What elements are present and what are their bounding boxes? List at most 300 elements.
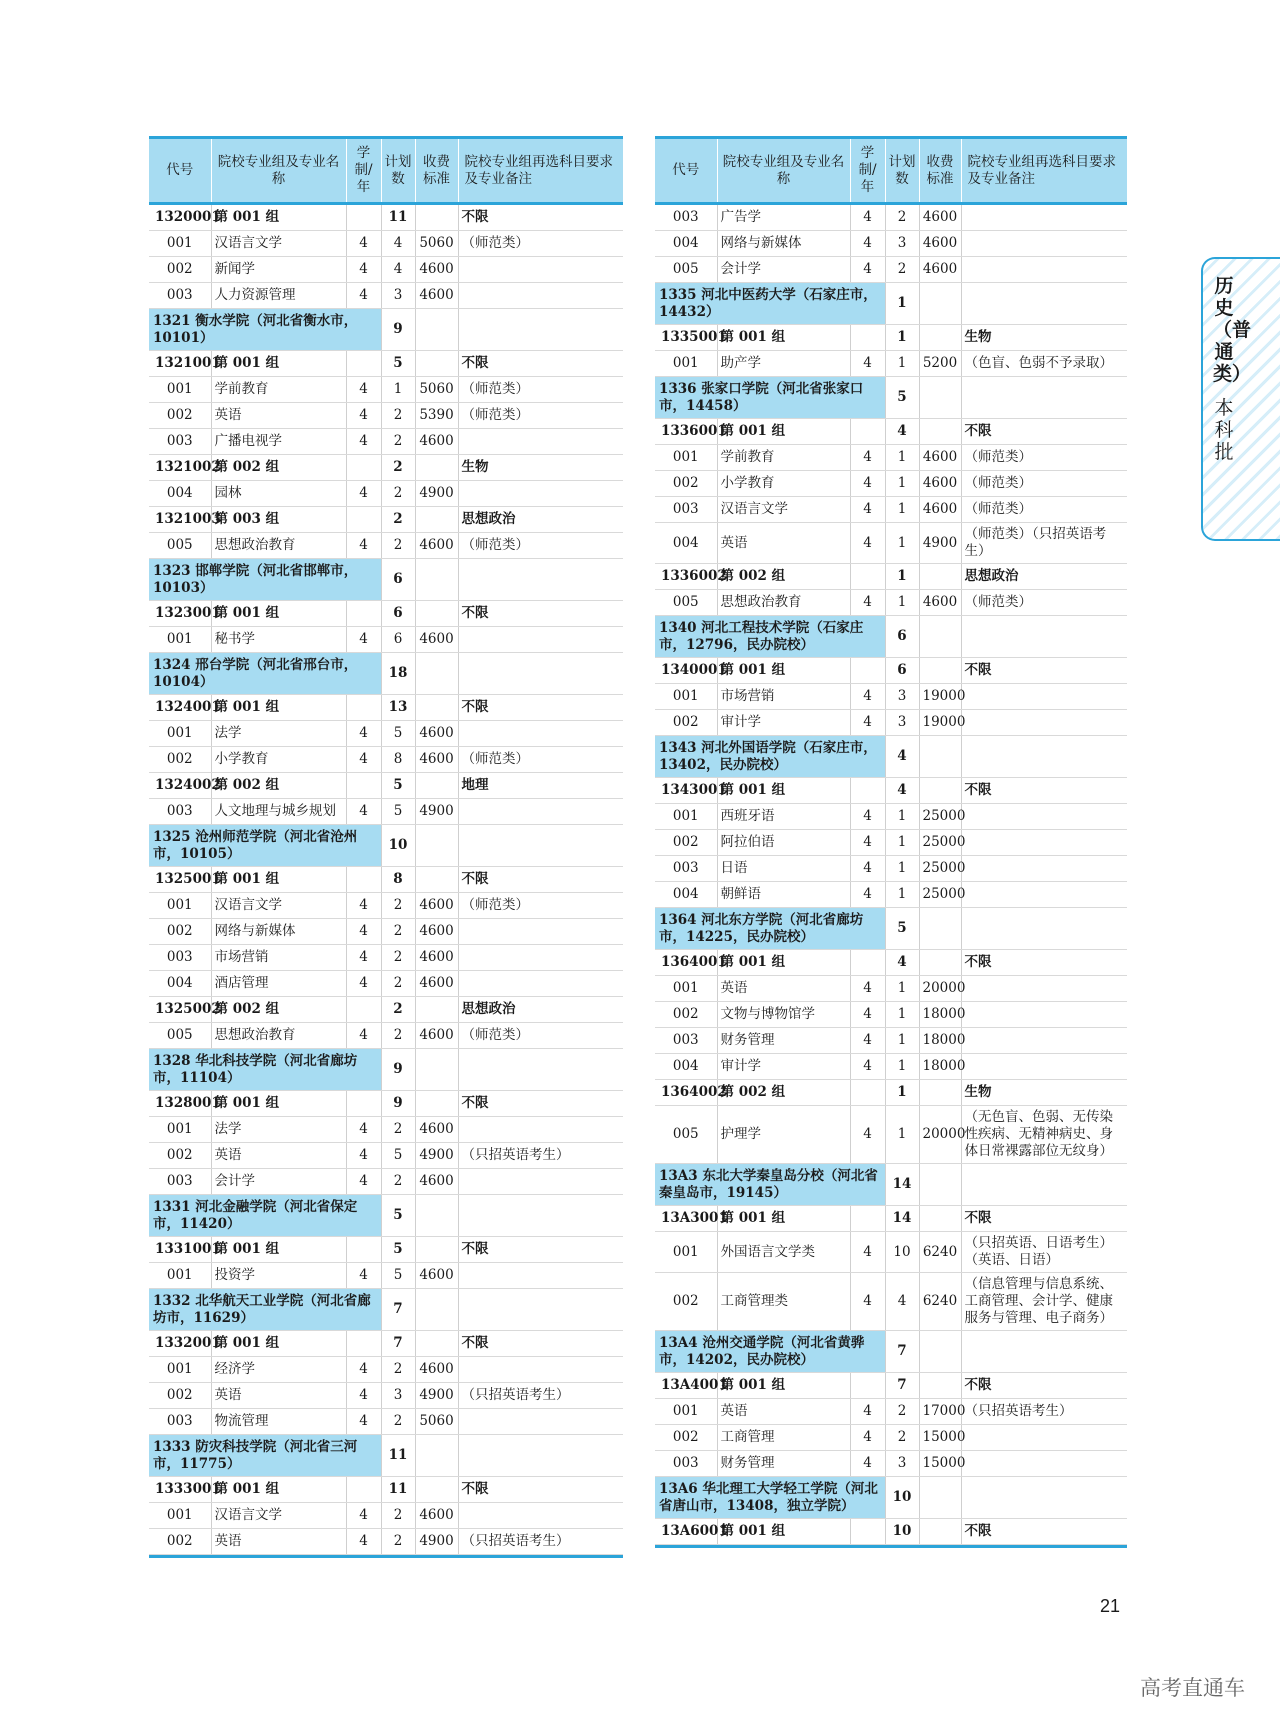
major-fee: 25000 <box>919 882 961 908</box>
major-years: 4 <box>346 1357 381 1383</box>
major-years: 4 <box>346 1023 381 1049</box>
group-code: 1335001 <box>655 325 717 351</box>
major-name: 市场营销 <box>211 945 346 971</box>
institution-plan: 6 <box>381 559 415 601</box>
major-note: （师范类） <box>458 231 623 257</box>
major-note <box>458 1169 623 1195</box>
major-years: 4 <box>346 1117 381 1143</box>
major-row <box>149 257 623 283</box>
major-plan: 8 <box>381 747 415 773</box>
header-note: 院校专业组再选科目要求及专业备注 <box>961 138 1127 204</box>
major-note: （师范类） <box>961 471 1127 497</box>
major-row <box>655 1399 1127 1425</box>
major-years: 4 <box>850 1273 885 1331</box>
major-years: 4 <box>346 481 381 507</box>
institution-row <box>149 309 623 351</box>
right-table-column <box>655 136 1127 1548</box>
group-requirement: 不限 <box>458 351 623 377</box>
major-code: 002 <box>149 747 211 773</box>
group-code: 1364001 <box>655 950 717 976</box>
side-tab-batch: 本科批 <box>1214 397 1234 463</box>
major-plan: 2 <box>381 403 415 429</box>
major-note <box>458 627 623 653</box>
major-row <box>149 627 623 653</box>
page-number: 21 <box>1100 1596 1121 1616</box>
major-plan: 2 <box>381 429 415 455</box>
major-plan: 2 <box>381 1529 415 1555</box>
major-note <box>961 684 1127 710</box>
major-plan: 1 <box>885 1054 919 1080</box>
major-row <box>149 283 623 309</box>
major-years: 4 <box>346 1143 381 1169</box>
major-note <box>458 1117 623 1143</box>
major-plan: 1 <box>885 590 919 616</box>
major-years: 4 <box>850 231 885 257</box>
major-row <box>149 1263 623 1289</box>
major-fee: 4900 <box>415 1143 458 1169</box>
group-code: 1320001 <box>149 204 211 231</box>
group-requirement: 不限 <box>458 1477 623 1503</box>
major-row <box>655 1451 1127 1477</box>
group-plan: 2 <box>381 507 415 533</box>
major-note <box>458 1357 623 1383</box>
group-name: 第 002 组 <box>717 1080 850 1106</box>
group-code: 1321003 <box>149 507 211 533</box>
major-row <box>655 523 1127 564</box>
institution-name: 1328 华北科技学院（河北省廊坊市，11104） <box>149 1049 381 1091</box>
major-note <box>961 1054 1127 1080</box>
major-fee: 15000 <box>919 1425 961 1451</box>
header-code: 代号 <box>655 138 717 204</box>
group-row <box>149 455 623 481</box>
group-name: 第 001 组 <box>211 695 346 721</box>
group-plan: 1 <box>885 564 919 590</box>
institution-plan: 5 <box>885 908 919 950</box>
major-code: 003 <box>149 1169 211 1195</box>
group-plan: 5 <box>381 1237 415 1263</box>
institution-row <box>655 616 1127 658</box>
major-fee: 15000 <box>919 1451 961 1477</box>
major-name: 审计学 <box>717 1054 850 1080</box>
group-name: 第 003 组 <box>211 507 346 533</box>
institution-plan: 18 <box>381 653 415 695</box>
group-fee <box>919 950 961 976</box>
major-code: 001 <box>149 1503 211 1529</box>
major-name: 汉语言文学 <box>717 497 850 523</box>
group-fee <box>919 1519 961 1545</box>
institution-row <box>149 1435 623 1477</box>
major-fee: 4600 <box>415 945 458 971</box>
group-row <box>149 601 623 627</box>
institution-row <box>149 1049 623 1091</box>
group-code: 1340001 <box>655 658 717 684</box>
major-fee: 4900 <box>415 481 458 507</box>
group-row <box>149 997 623 1023</box>
major-code: 001 <box>149 1117 211 1143</box>
major-plan: 4 <box>381 231 415 257</box>
group-fee <box>415 1091 458 1117</box>
major-plan: 1 <box>885 1106 919 1164</box>
major-years: 4 <box>346 403 381 429</box>
major-years: 4 <box>850 804 885 830</box>
major-code: 002 <box>149 919 211 945</box>
major-name: 园林 <box>211 481 346 507</box>
group-code: 1331001 <box>149 1237 211 1263</box>
major-note <box>458 971 623 997</box>
admissions-table-right <box>655 136 1127 1545</box>
major-row <box>149 1117 623 1143</box>
institution-note <box>458 1435 623 1477</box>
major-row <box>655 976 1127 1002</box>
major-fee: 5390 <box>415 403 458 429</box>
group-years <box>850 1206 885 1232</box>
group-requirement: 不限 <box>458 1237 623 1263</box>
category-side-tab <box>1201 257 1280 541</box>
institution-note <box>961 1477 1127 1519</box>
group-requirement: 不限 <box>961 1206 1127 1232</box>
major-years: 4 <box>346 231 381 257</box>
major-row <box>655 231 1127 257</box>
group-plan: 5 <box>381 351 415 377</box>
group-plan: 1 <box>885 325 919 351</box>
major-name: 法学 <box>211 1117 346 1143</box>
group-requirement: 生物 <box>458 455 623 481</box>
header-plan: 计划数 <box>381 138 415 204</box>
major-fee: 18000 <box>919 1002 961 1028</box>
major-row <box>149 893 623 919</box>
group-name: 第 001 组 <box>717 419 850 445</box>
major-plan: 1 <box>885 830 919 856</box>
major-note <box>458 945 623 971</box>
major-plan: 5 <box>381 1263 415 1289</box>
institution-row <box>149 1289 623 1331</box>
major-row <box>655 1028 1127 1054</box>
group-fee <box>415 1237 458 1263</box>
major-code: 005 <box>149 1023 211 1049</box>
group-code: 1343001 <box>655 778 717 804</box>
major-years: 4 <box>850 1054 885 1080</box>
institution-name: 13A6 华北理工大学轻工学院（河北省唐山市，13408，独立学院） <box>655 1477 885 1519</box>
major-fee: 4600 <box>415 257 458 283</box>
major-note <box>961 830 1127 856</box>
major-note <box>458 1263 623 1289</box>
institution-name: 1364 河北东方学院（河北省廊坊市，14225，民办院校） <box>655 908 885 950</box>
major-row <box>149 1143 623 1169</box>
major-years: 4 <box>346 747 381 773</box>
major-fee: 20000 <box>919 1106 961 1164</box>
institution-plan: 6 <box>885 616 919 658</box>
group-name: 第 002 组 <box>211 997 346 1023</box>
major-fee: 18000 <box>919 1054 961 1080</box>
group-fee <box>415 601 458 627</box>
major-code: 004 <box>655 231 717 257</box>
group-requirement: 不限 <box>961 1519 1127 1545</box>
group-requirement: 生物 <box>961 325 1127 351</box>
institution-note <box>961 283 1127 325</box>
group-row <box>655 1206 1127 1232</box>
major-note <box>458 721 623 747</box>
institution-name: 1340 河北工程技术学院（石家庄市，12796，民办院校） <box>655 616 885 658</box>
major-row <box>149 721 623 747</box>
major-years: 4 <box>850 830 885 856</box>
group-row <box>149 1091 623 1117</box>
group-requirement: 不限 <box>458 867 623 893</box>
major-note <box>458 429 623 455</box>
major-code: 003 <box>655 1451 717 1477</box>
major-plan: 3 <box>381 1383 415 1409</box>
group-name: 第 001 组 <box>211 1091 346 1117</box>
major-plan: 1 <box>885 471 919 497</box>
major-code: 001 <box>655 445 717 471</box>
major-name: 思想政治教育 <box>211 1023 346 1049</box>
major-plan: 2 <box>381 1169 415 1195</box>
major-note <box>961 1425 1127 1451</box>
major-years: 4 <box>850 351 885 377</box>
group-row <box>149 1331 623 1357</box>
group-requirement: 不限 <box>458 695 623 721</box>
major-code: 002 <box>149 257 211 283</box>
major-plan: 1 <box>885 1028 919 1054</box>
institution-name: 1325 沧州师范学院（河北省沧州市，10105） <box>149 825 381 867</box>
institution-fee <box>919 1164 961 1206</box>
major-code: 002 <box>655 710 717 736</box>
major-note: （师范类） <box>961 497 1127 523</box>
group-requirement: 地理 <box>458 773 623 799</box>
major-code: 003 <box>655 204 717 231</box>
major-years: 4 <box>346 257 381 283</box>
major-row <box>149 231 623 257</box>
institution-plan: 14 <box>885 1164 919 1206</box>
group-requirement: 思想政治 <box>458 507 623 533</box>
major-plan: 2 <box>885 1399 919 1425</box>
group-plan: 4 <box>885 950 919 976</box>
institution-plan: 5 <box>885 377 919 419</box>
group-row <box>655 950 1127 976</box>
header-fee: 收费标准 <box>919 138 961 204</box>
header-plan: 计划数 <box>885 138 919 204</box>
major-fee: 4600 <box>919 231 961 257</box>
major-fee: 4600 <box>415 1169 458 1195</box>
major-years: 4 <box>346 1409 381 1435</box>
major-plan: 4 <box>381 257 415 283</box>
major-fee: 4600 <box>415 721 458 747</box>
major-years: 4 <box>346 627 381 653</box>
major-years: 4 <box>346 1263 381 1289</box>
major-years: 4 <box>850 1232 885 1273</box>
major-fee: 19000 <box>919 710 961 736</box>
major-plan: 2 <box>885 1425 919 1451</box>
group-code: 1333001 <box>149 1477 211 1503</box>
major-note: （师范类）（只招英语考生） <box>961 523 1127 564</box>
major-name: 新闻学 <box>211 257 346 283</box>
major-code: 001 <box>149 1263 211 1289</box>
major-plan: 3 <box>885 231 919 257</box>
major-plan: 1 <box>885 523 919 564</box>
major-name: 物流管理 <box>211 1409 346 1435</box>
major-row <box>149 945 623 971</box>
major-code: 002 <box>655 471 717 497</box>
group-fee <box>919 419 961 445</box>
major-fee: 18000 <box>919 1028 961 1054</box>
major-fee: 4600 <box>919 497 961 523</box>
major-name: 广告学 <box>717 204 850 231</box>
major-name: 英语 <box>211 1143 346 1169</box>
group-years <box>346 867 381 893</box>
group-requirement: 思想政治 <box>458 997 623 1023</box>
major-years: 4 <box>346 1503 381 1529</box>
header-name: 院校专业组及专业名称 <box>717 138 850 204</box>
major-name: 市场营销 <box>717 684 850 710</box>
major-note <box>458 481 623 507</box>
group-row <box>149 204 623 231</box>
major-note: （信息管理与信息系统、工商管理、会计学、健康服务与管理、电子商务） <box>961 1273 1127 1331</box>
major-name: 护理学 <box>717 1106 850 1164</box>
major-name: 审计学 <box>717 710 850 736</box>
major-plan: 3 <box>381 283 415 309</box>
major-fee: 4600 <box>415 283 458 309</box>
group-row <box>149 867 623 893</box>
institution-fee <box>919 736 961 778</box>
group-plan: 14 <box>885 1206 919 1232</box>
institution-plan: 9 <box>381 309 415 351</box>
major-row <box>149 919 623 945</box>
major-fee: 25000 <box>919 830 961 856</box>
major-code: 001 <box>149 721 211 747</box>
major-note <box>961 204 1127 231</box>
group-years <box>850 1080 885 1106</box>
major-code: 004 <box>655 1054 717 1080</box>
institution-note <box>458 1049 623 1091</box>
institution-fee <box>919 616 961 658</box>
major-row <box>149 1357 623 1383</box>
major-note <box>458 799 623 825</box>
group-plan: 9 <box>381 1091 415 1117</box>
group-code: 1332001 <box>149 1331 211 1357</box>
group-requirement: 不限 <box>458 204 623 231</box>
group-plan: 7 <box>381 1331 415 1357</box>
major-plan: 3 <box>885 1451 919 1477</box>
major-row <box>149 1503 623 1529</box>
major-years: 4 <box>346 429 381 455</box>
major-note <box>961 710 1127 736</box>
group-row <box>149 695 623 721</box>
major-code: 001 <box>149 231 211 257</box>
major-code: 003 <box>149 799 211 825</box>
major-fee: 4900 <box>415 1529 458 1555</box>
group-years <box>346 507 381 533</box>
major-years: 4 <box>346 1529 381 1555</box>
major-note: （只招英语考生） <box>458 1383 623 1409</box>
table-body-right <box>655 204 1127 1545</box>
major-row <box>655 204 1127 231</box>
major-note <box>458 283 623 309</box>
major-years: 4 <box>850 445 885 471</box>
header-years: 学制/年 <box>850 138 885 204</box>
group-plan: 6 <box>381 601 415 627</box>
major-code: 002 <box>655 1273 717 1331</box>
major-note: （只招英语考生） <box>961 1399 1127 1425</box>
institution-note <box>961 736 1127 778</box>
major-name: 汉语言文学 <box>211 1503 346 1529</box>
major-plan: 1 <box>885 351 919 377</box>
major-name: 朝鲜语 <box>717 882 850 908</box>
major-code: 002 <box>149 1529 211 1555</box>
group-fee <box>919 658 961 684</box>
major-years: 4 <box>346 919 381 945</box>
major-name: 会计学 <box>211 1169 346 1195</box>
group-years <box>346 773 381 799</box>
major-fee: 4900 <box>415 799 458 825</box>
major-code: 001 <box>149 1357 211 1383</box>
institution-plan: 11 <box>381 1435 415 1477</box>
major-fee: 4600 <box>415 919 458 945</box>
major-plan: 1 <box>885 497 919 523</box>
major-fee: 4600 <box>415 1263 458 1289</box>
major-fee: 4600 <box>919 204 961 231</box>
major-code: 002 <box>655 1002 717 1028</box>
major-name: 学前教育 <box>717 445 850 471</box>
table-bottom-rule <box>149 1555 623 1558</box>
institution-note <box>961 908 1127 950</box>
major-note <box>458 919 623 945</box>
group-fee <box>919 1206 961 1232</box>
major-name: 财务管理 <box>717 1451 850 1477</box>
major-years: 4 <box>850 710 885 736</box>
group-name: 第 001 组 <box>211 1237 346 1263</box>
group-fee <box>415 351 458 377</box>
major-name: 英语 <box>717 976 850 1002</box>
major-code: 001 <box>655 1232 717 1273</box>
major-name: 英语 <box>717 523 850 564</box>
major-plan: 2 <box>381 533 415 559</box>
group-plan: 5 <box>381 773 415 799</box>
institution-fee <box>415 1435 458 1477</box>
group-name: 第 001 组 <box>211 867 346 893</box>
major-fee: 4600 <box>919 257 961 283</box>
major-code: 001 <box>149 893 211 919</box>
group-plan: 8 <box>381 867 415 893</box>
major-name: 网络与新媒体 <box>717 231 850 257</box>
group-years <box>346 1477 381 1503</box>
major-row <box>149 403 623 429</box>
major-years: 4 <box>346 971 381 997</box>
major-code: 003 <box>149 283 211 309</box>
group-years <box>346 695 381 721</box>
major-row <box>655 856 1127 882</box>
group-years <box>850 778 885 804</box>
major-years: 4 <box>850 497 885 523</box>
major-row <box>149 377 623 403</box>
major-plan: 6 <box>381 627 415 653</box>
institution-plan: 4 <box>885 736 919 778</box>
group-plan: 11 <box>381 1477 415 1503</box>
group-fee <box>415 507 458 533</box>
institution-name: 1335 河北中医药大学（石家庄市，14432） <box>655 283 885 325</box>
major-plan: 2 <box>381 945 415 971</box>
group-fee <box>415 773 458 799</box>
major-code: 003 <box>149 945 211 971</box>
institution-name: 13A3 东北大学秦皇岛分校（河北省秦皇岛市，19145） <box>655 1164 885 1206</box>
major-name: 广播电视学 <box>211 429 346 455</box>
group-name: 第 002 组 <box>717 564 850 590</box>
major-note <box>961 882 1127 908</box>
major-years: 4 <box>850 523 885 564</box>
group-code: 1323001 <box>149 601 211 627</box>
group-fee <box>919 1373 961 1399</box>
major-plan: 2 <box>381 1023 415 1049</box>
header-note: 院校专业组再选科目要求及专业备注 <box>458 138 623 204</box>
watermark-text: 高考直通车 <box>1140 1677 1245 1700</box>
